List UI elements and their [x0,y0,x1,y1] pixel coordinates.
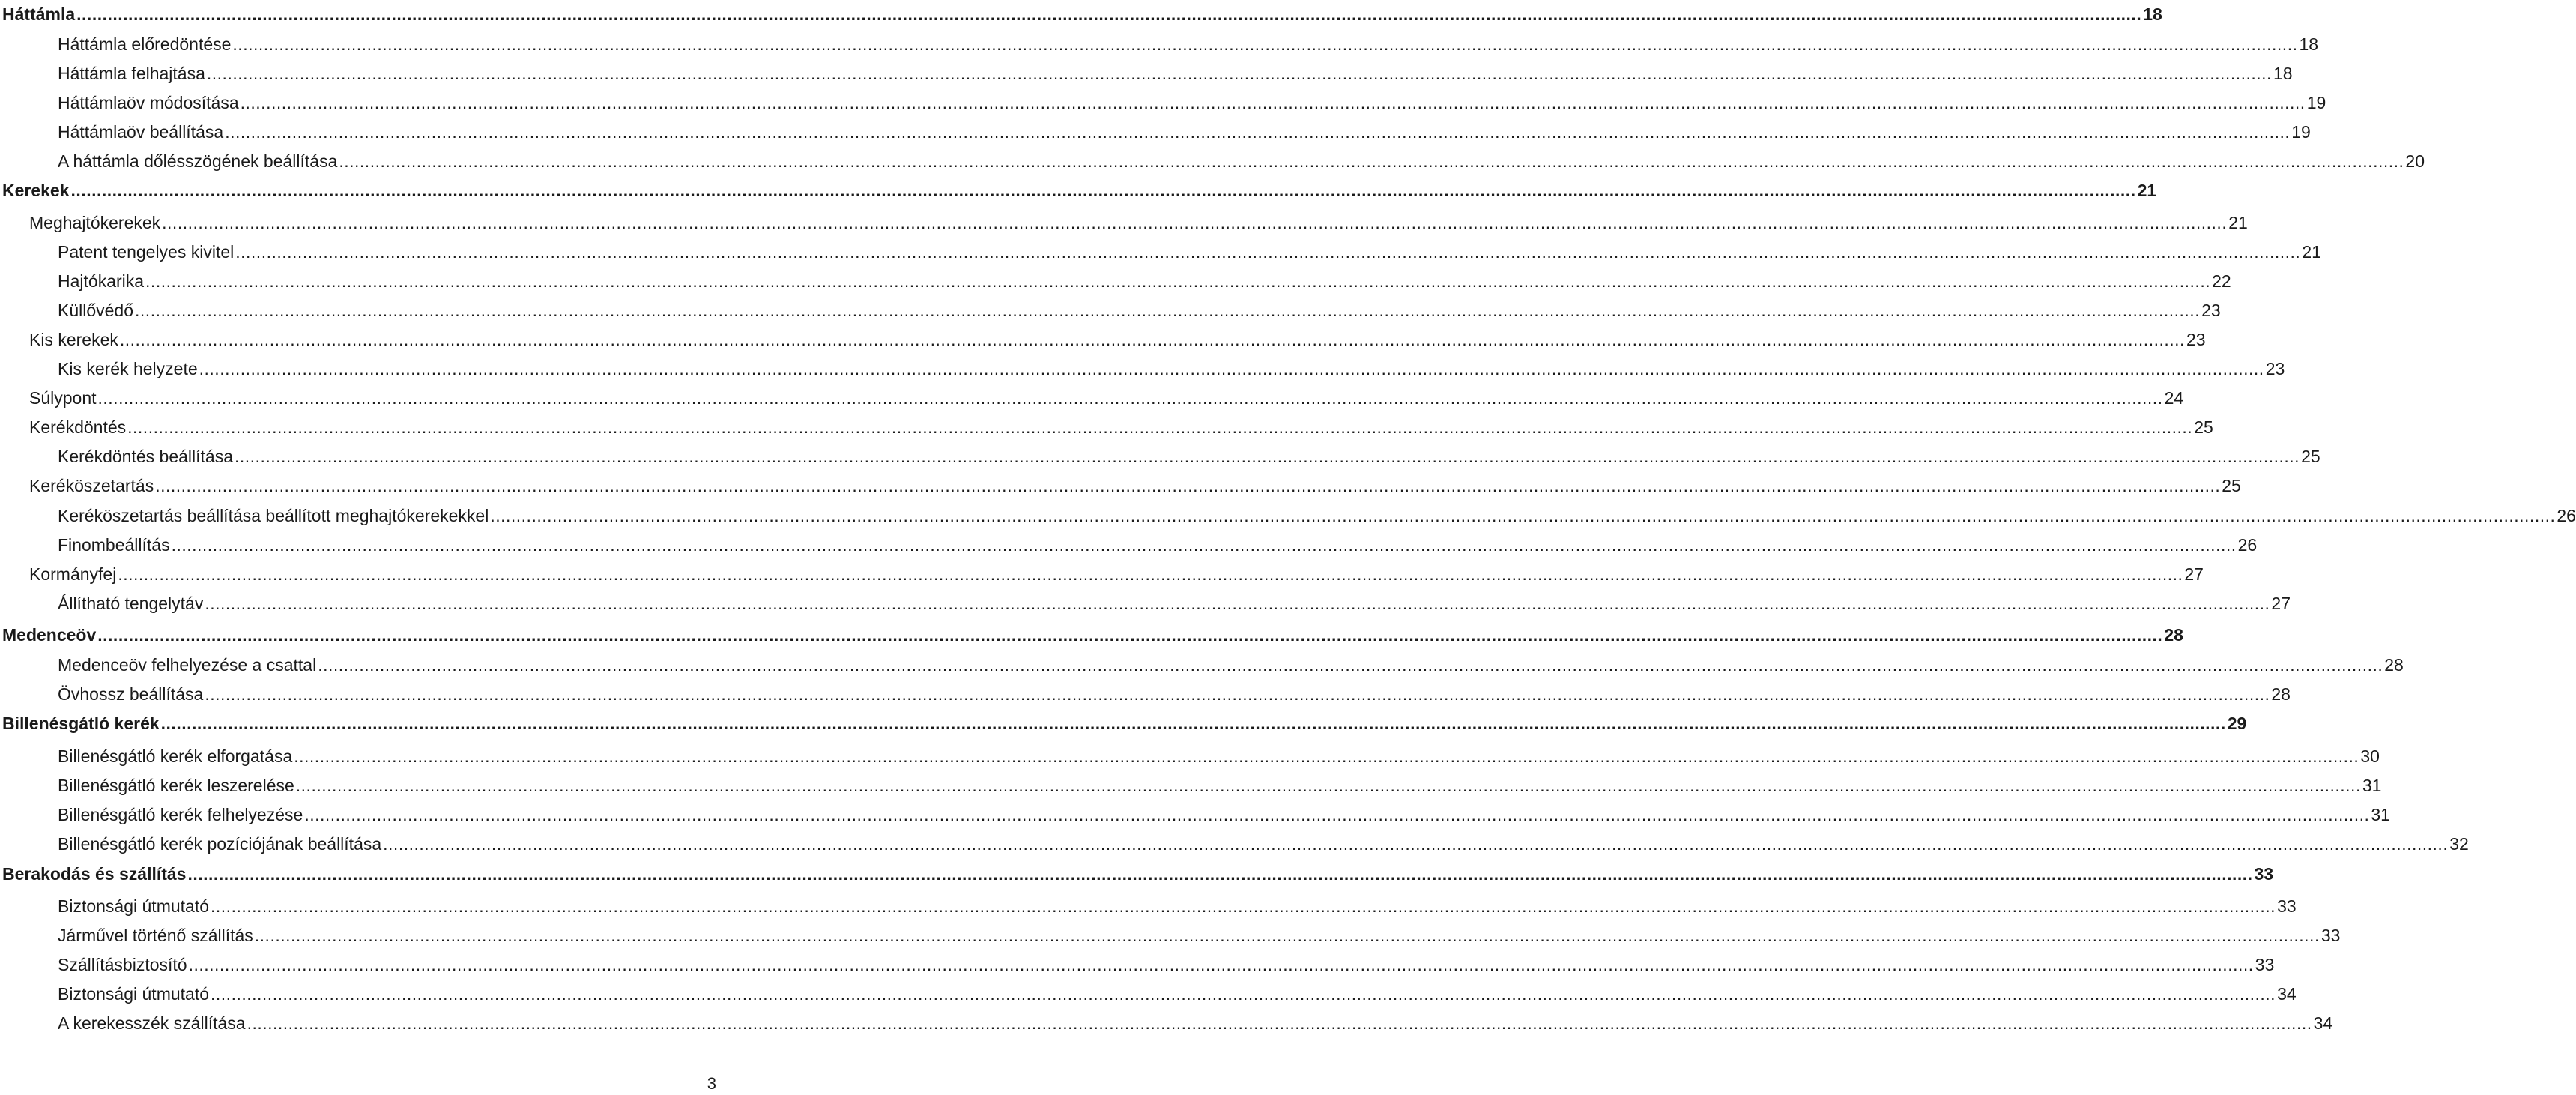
dot-leader: ................................................................................................................................................................................................................................................................................................................................................................................................................ [162,213,2228,232]
toc-entry[interactable] [0,384,2184,408]
dot-leader: ................................................................................................................................................................................................................................................................................................................................................................................................................ [119,330,2185,349]
toc-entry-title: Háttámla felhajtása [58,64,205,83]
dot-leader: ................................................................................................................................................................................................................................................................................................................................................................................................................ [187,864,2253,884]
toc-entry-title: Medenceöv felhelyezése a csattal [58,655,317,675]
toc-entry-page: 33 [2320,926,2341,945]
toc-entry[interactable] [0,531,2258,555]
toc-entry-title: Háttámlaöv beállítása [58,122,224,142]
toc-entry-page: 21 [2228,213,2248,232]
toc-entry[interactable] [0,88,2326,112]
toc-entry[interactable] [0,59,2293,83]
dot-leader: ................................................................................................................................................................................................................................................................................................................................................................................................................ [211,896,2276,916]
toc-entry[interactable] [0,267,2231,291]
dot-leader: ................................................................................................................................................................................................................................................................................................................................................................................................................ [199,359,2264,378]
toc-entry-page: 31 [2371,805,2390,824]
dot-leader: ................................................................................................................................................................................................................................................................................................................................................................................................................ [240,93,2306,112]
toc-entry[interactable] [0,892,2297,916]
dot-leader: ................................................................................................................................................................................................................................................................................................................................................................................................................ [318,655,2383,675]
dot-leader: ................................................................................................................................................................................................................................................................................................................................................................................................................ [206,64,2272,83]
dot-leader: ................................................................................................................................................................................................................................................................................................................................................................................................................ [145,271,2211,291]
toc-entry-title: Billenésgátló kerék [2,714,160,733]
toc-section-entry[interactable] [0,709,2247,733]
toc-entry[interactable] [0,950,2275,974]
dot-leader: ................................................................................................................................................................................................................................................................................................................................................................................................................ [225,122,2291,142]
toc-entry-title: Medenceöv [2,625,97,645]
toc-entry-page: 28 [2384,655,2404,675]
toc-entry-page: 28 [2164,625,2183,645]
dot-leader: ................................................................................................................................................................................................................................................................................................................................................................................................................ [76,4,2142,24]
dot-leader: ................................................................................................................................................................................................................................................................................................................................................................................................................ [294,746,2359,766]
toc-entry-page: 23 [2201,301,2221,320]
toc-entry-title: Súlypont [29,388,97,408]
toc-entry-page: 21 [2302,242,2321,262]
toc-entry-page: 27 [2184,564,2204,584]
toc-entry[interactable] [0,325,2206,349]
toc-entry-title: Állítható tengelytáv [58,594,204,613]
dot-leader: ................................................................................................................................................................................................................................................................................................................................................................................................................ [304,805,2370,824]
toc-entry-page: 27 [2271,594,2291,613]
dot-leader: ................................................................................................................................................................................................................................................................................................................................................................................................................ [118,564,2183,584]
toc-entry-title: Hajtókarika [58,271,145,291]
toc-entry-page: 33 [2255,955,2275,974]
toc-entry-title: Kerékdöntés [29,417,127,437]
dot-leader: ................................................................................................................................................................................................................................................................................................................................................................................................................ [171,535,2237,555]
toc-entry-title: Biztonsági útmutató [58,896,210,916]
toc-entry-page: 18 [2299,34,2319,54]
dot-leader: ................................................................................................................................................................................................................................................................................................................................................................................................................ [232,34,2298,54]
toc-entry-page: 26 [2237,535,2258,555]
toc-entry-page: 30 [2360,746,2380,766]
toc-entry-page: 26 [2557,506,2576,525]
toc-entry-page: 25 [2222,476,2241,495]
dot-leader: ................................................................................................................................................................................................................................................................................................................................................................................................................ [97,625,2163,645]
toc-entry[interactable] [0,501,2576,525]
dot-leader: ................................................................................................................................................................................................................................................................................................................................................................................................................ [295,776,2361,795]
toc-entry[interactable] [0,471,2241,495]
toc-entry-title: Billenésgátló kerék pozíciójának beállítása [58,834,382,854]
toc-section-entry[interactable] [0,176,2157,200]
toc-entry-page: 25 [2301,447,2320,466]
dot-leader: ................................................................................................................................................................................................................................................................................................................................................................................................................ [188,955,2254,974]
dot-leader: ................................................................................................................................................................................................................................................................................................................................................................................................................ [97,388,2163,408]
toc-entry-page: 21 [2137,181,2157,200]
toc-entry[interactable] [0,651,2404,675]
toc-entry[interactable] [0,413,2213,437]
toc-entry-title: Háttámla előredöntése [58,34,232,54]
toc-entry[interactable] [0,147,2425,171]
toc-section-entry[interactable] [0,621,2183,645]
dot-leader: ................................................................................................................................................................................................................................................................................................................................................................................................................ [135,301,2201,320]
toc-entry-title: A háttámla dőlésszögének beállítása [58,151,338,171]
toc-entry-title: Biztonsági útmutató [58,984,210,1004]
toc-entry-title: Kis kerekek [29,330,118,349]
toc-entry-title: Billenésgátló kerék leszerelése [58,776,294,795]
toc-entry-title: Küllővédő [58,301,134,320]
toc-entry-page: 22 [2212,271,2231,291]
toc-entry-page: 19 [2291,122,2311,142]
toc-entry-page: 20 [2405,151,2425,171]
dot-leader: ................................................................................................................................................................................................................................................................................................................................................................................................................ [70,181,2136,200]
toc-entry-page: 23 [2186,330,2206,349]
toc-section-entry[interactable] [0,860,2274,884]
toc-entry-title: Finombeállítás [58,535,170,555]
toc-entry[interactable] [0,118,2311,142]
toc-entry-title: Kormányfej [29,564,117,584]
toc-entry-page: 32 [2449,834,2469,854]
toc-entry-title: Berakodás és szállítás [2,864,187,884]
toc-entry[interactable] [0,771,2382,795]
dot-leader: ................................................................................................................................................................................................................................................................................................................................................................................................................ [339,151,2404,171]
dot-leader: ................................................................................................................................................................................................................................................................................................................................................................................................................ [235,242,2301,262]
dot-leader: ................................................................................................................................................................................................................................................................................................................................................................................................................ [254,926,2320,945]
toc-entry-title: Keréköszetartás beállítása beállított meghajtókerekekkel [58,506,489,525]
dot-leader: ................................................................................................................................................................................................................................................................................................................................................................................................................ [235,447,2300,466]
toc-section-entry[interactable] [0,0,2162,24]
toc-entry-title: Járművel történő szállítás [58,926,253,945]
toc-entry[interactable] [0,30,2319,54]
toc-entry-page: 34 [2277,984,2297,1004]
toc-entry-page: 33 [2277,896,2297,916]
toc-entry[interactable] [0,800,2390,824]
toc-entry-page: 19 [2306,93,2326,112]
toc-entry-title: Keréköszetartás [29,476,154,495]
toc-entry-title: Billenésgátló kerék elforgatása [58,746,293,766]
dot-leader: ................................................................................................................................................................................................................................................................................................................................................................................................................ [205,594,2270,613]
toc-entry-page: 18 [2143,4,2162,24]
page-number: 3 [707,1074,716,1093]
toc-entry-page: 31 [2362,776,2382,795]
toc-entry-page: 25 [2194,417,2213,437]
dot-leader: ................................................................................................................................................................................................................................................................................................................................................................................................................ [247,1013,2312,1033]
toc-entry[interactable] [0,442,2320,466]
toc-entry-title: Övhossz beállítása [58,684,204,704]
toc-entry[interactable] [0,921,2341,945]
toc-entry[interactable] [0,296,2221,320]
toc-entry-title: Háttámlaöv módosítása [58,93,239,112]
dot-leader: ................................................................................................................................................................................................................................................................................................................................................................................................................ [205,684,2270,704]
toc-entry-page: 33 [2254,864,2274,884]
toc-entry-title: Szállításbiztosító [58,955,187,974]
toc-entry-title: Kis kerék helyzete [58,359,198,378]
toc-entry[interactable] [0,589,2291,613]
toc-entry[interactable] [0,980,2297,1004]
dot-leader: ................................................................................................................................................................................................................................................................................................................................................................................................................ [383,834,2449,854]
toc-entry[interactable] [0,238,2321,262]
toc-entry-title: Meghajtókerekek [29,213,161,232]
toc-entry-title: Patent tengelyes kivitel [58,242,235,262]
dot-leader: ................................................................................................................................................................................................................................................................................................................................................................................................................ [155,476,2221,495]
toc-entry-page: 24 [2164,388,2184,408]
toc-entry-title: A kerekesszék szállítása [58,1013,246,1033]
dot-leader: ................................................................................................................................................................................................................................................................................................................................................................................................................ [211,984,2276,1004]
toc-entry[interactable] [0,208,2248,232]
toc-entry-title: Háttámla [2,4,76,24]
toc-entry[interactable] [0,830,2469,854]
toc-entry[interactable] [0,680,2291,704]
toc-entry-title: Billenésgátló kerék felhelyezése [58,805,303,824]
toc-entry-page: 28 [2271,684,2291,704]
toc-entry-page: 29 [2227,714,2247,733]
toc-entry-page: 23 [2265,359,2285,378]
toc-entry[interactable] [0,742,2380,766]
toc-entry[interactable] [0,1009,2333,1033]
dot-leader: ................................................................................................................................................................................................................................................................................................................................................................................................................ [490,506,2556,525]
dot-leader: ................................................................................................................................................................................................................................................................................................................................................................................................................ [160,714,2226,733]
toc-entry-page: 18 [2273,64,2293,83]
dot-leader: ................................................................................................................................................................................................................................................................................................................................................................................................................ [127,417,2193,437]
toc-entry-page: 34 [2313,1013,2333,1033]
toc-entry[interactable] [0,560,2204,584]
toc-entry-title: Kerekek [2,181,70,200]
toc-entry[interactable] [0,355,2285,378]
toc-entry-title: Kerékdöntés beállítása [58,447,233,466]
